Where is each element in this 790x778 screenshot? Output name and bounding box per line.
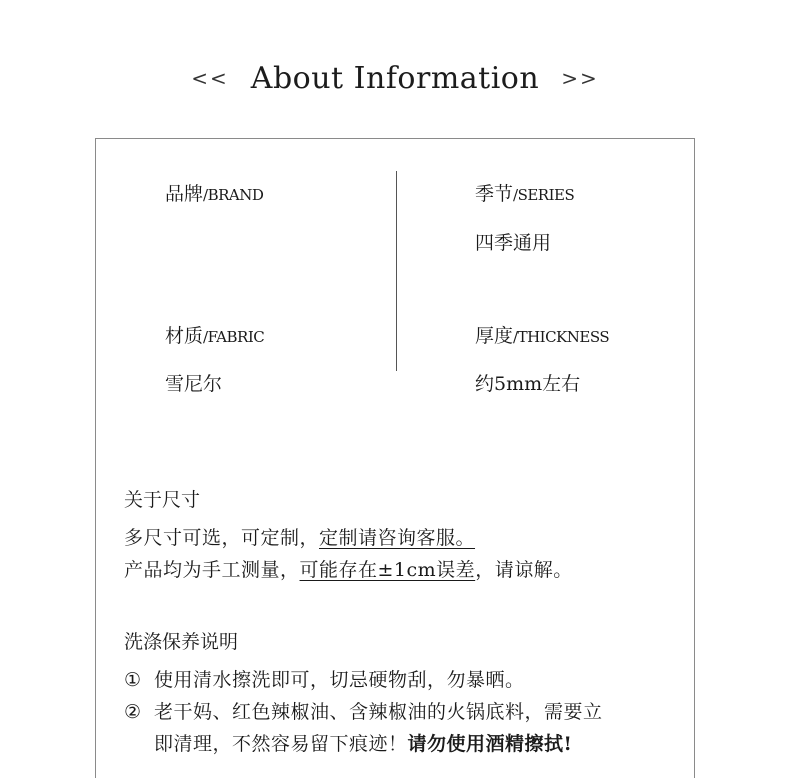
right-arrow-decoration: >> xyxy=(561,66,599,90)
brand-label: 品牌/BRAND xyxy=(165,183,264,205)
page-title: About Information xyxy=(250,60,540,96)
info-card xyxy=(95,138,695,778)
care-item-2-continued: 即清理，不然容易留下痕迹！请勿使用酒精擦拭! xyxy=(154,733,573,755)
fabric-value: 雪尼尔 xyxy=(165,373,223,395)
series-label: 季节/SERIES xyxy=(475,183,575,205)
care-item-1: ① 使用清水擦洗即可，切忌硬物刮，勿暴晒。 xyxy=(124,669,525,691)
thickness-value: 约5mm左右 xyxy=(475,373,581,395)
size-line-1: 多尺寸可选，可定制，定制请咨询客服。 xyxy=(124,527,476,549)
left-arrow-decoration: << xyxy=(191,66,229,90)
size-line-2: 产品均为手工测量，可能存在±1cm误差，请谅解。 xyxy=(124,559,573,581)
column-divider xyxy=(396,171,397,371)
series-value: 四季通用 xyxy=(475,232,552,254)
thickness-label: 厚度/THICKNESS xyxy=(475,325,610,347)
care-item-2: ② 老干妈、红色辣椒油、含辣椒油的火锅底料，需要立 xyxy=(124,701,603,723)
fabric-label: 材质/FABRIC xyxy=(165,325,265,347)
size-section-title: 关于尺寸 xyxy=(124,489,201,511)
section-heading xyxy=(0,56,790,100)
care-section-title: 洗涤保养说明 xyxy=(124,631,239,653)
